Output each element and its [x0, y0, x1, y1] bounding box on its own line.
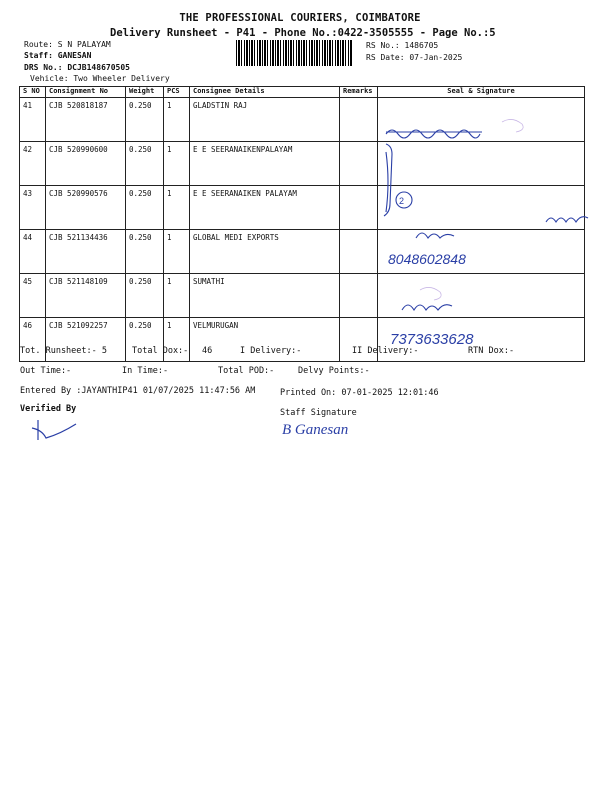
cell-consignment: CJB 521148109	[46, 274, 126, 318]
staff-signature: B Ganesan	[282, 422, 349, 438]
cell-consignment: CJB 520990576	[46, 186, 126, 230]
col-weight: Weight	[126, 87, 164, 98]
delvy-points: Delvy Points:-	[298, 366, 370, 376]
printed-on: Printed On: 07-01-2025 12:01:46	[280, 388, 439, 398]
cell-sno: 46	[20, 318, 46, 362]
cell-weight: 0.250	[126, 98, 164, 142]
barcode	[236, 40, 352, 66]
faint-stamp	[502, 119, 523, 132]
cell-sno: 45	[20, 274, 46, 318]
entered-by: Entered By :JAYANTHIP41 01/07/2025 11:47:56 AM	[20, 386, 256, 396]
phone-number-2: 7373633628	[390, 331, 474, 348]
bracket-mark	[386, 152, 388, 212]
cell-pcs: 1	[164, 142, 190, 186]
out-time: Out Time:-	[20, 366, 72, 376]
route: Route: S N PALAYAM	[24, 40, 111, 49]
ii-delivery: II Delivery:-	[352, 346, 419, 356]
cell-consignee: VELMURUGAN	[190, 318, 340, 362]
col-seal-signature: Seal & Signature	[378, 87, 585, 98]
verified-by: Verified By	[20, 404, 77, 414]
cell-weight: 0.250	[126, 318, 164, 362]
vehicle: Vehicle: Two Wheeler Delivery	[30, 74, 170, 83]
cell-consignee: GLOBAL MEDI EXPORTS	[190, 230, 340, 274]
faint-stamp	[420, 287, 441, 300]
cell-weight: 0.250	[126, 186, 164, 230]
staff-signature-label: Staff Signature	[280, 408, 357, 418]
rs-date: RS Date: 07-Jan-2025	[366, 53, 463, 62]
total-pod: Total POD:-	[218, 366, 275, 376]
cell-remarks	[340, 274, 378, 318]
tot-runsheet: Tot. Runsheet:- 5	[20, 346, 107, 356]
cell-sno: 44	[20, 230, 46, 274]
col-sno: S NO	[20, 87, 46, 98]
cell-pcs: 1	[164, 274, 190, 318]
cell-remarks	[340, 230, 378, 274]
ditto-mark: 2	[399, 196, 405, 206]
col-consignment: Consignment No	[46, 87, 126, 98]
cell-consignment: CJB 520818187	[46, 98, 126, 142]
staff: Staff: GANESAN	[24, 51, 92, 60]
cell-pcs: 1	[164, 98, 190, 142]
col-remarks: Remarks	[340, 87, 378, 98]
verifier-signature	[28, 416, 88, 444]
cell-remarks	[340, 142, 378, 186]
col-consignee: Consignee Details	[190, 87, 340, 98]
cell-consignee: GLADSTIN RAJ	[190, 98, 340, 142]
tamil-signature	[402, 305, 452, 310]
runsheet-title: Delivery Runsheet - P41 - Phone No.:0422-3505555 - Page No.:5	[110, 27, 496, 39]
cell-consignee: SUMATHI	[190, 274, 340, 318]
cell-sno: 43	[20, 186, 46, 230]
in-time: In Time:-	[122, 366, 169, 376]
rs-no: RS No.: 1486705	[366, 41, 439, 50]
tamil-signature	[546, 217, 588, 222]
phone-number-1: 8048602848	[388, 251, 466, 267]
handwritten-signatures	[380, 112, 600, 352]
cell-pcs: 1	[164, 318, 190, 362]
table-header	[20, 87, 585, 98]
scribble-signature	[386, 130, 480, 138]
i-delivery: I Delivery:-	[240, 346, 302, 356]
cell-sno: 41	[20, 98, 46, 142]
drs-no: DRS No.: DCJB148670505	[24, 63, 130, 72]
cell-weight: 0.250	[126, 142, 164, 186]
cell-sno: 42	[20, 142, 46, 186]
cell-consignment: CJB 521134436	[46, 230, 126, 274]
cell-consignee: E E SEERANAIKEN PALAYAM	[190, 186, 340, 230]
cell-consignment: CJB 521092257	[46, 318, 126, 362]
cell-remarks	[340, 186, 378, 230]
cell-pcs: 1	[164, 186, 190, 230]
total-dox-label: Total Dox:-	[132, 346, 189, 356]
rtn-dox: RTN Dox:-	[468, 346, 515, 356]
cell-consignee: E E SEERANAIKENPALAYAM	[190, 142, 340, 186]
company-name: THE PROFESSIONAL COURIERS, COIMBATORE	[179, 12, 421, 24]
tamil-signature	[416, 233, 454, 238]
col-pcs: PCS	[164, 87, 190, 98]
cell-consignment: CJB 520990600	[46, 142, 126, 186]
cell-remarks	[340, 98, 378, 142]
cell-pcs: 1	[164, 230, 190, 274]
total-dox-value: 46	[202, 346, 213, 356]
cell-weight: 0.250	[126, 274, 164, 318]
cell-weight: 0.250	[126, 230, 164, 274]
